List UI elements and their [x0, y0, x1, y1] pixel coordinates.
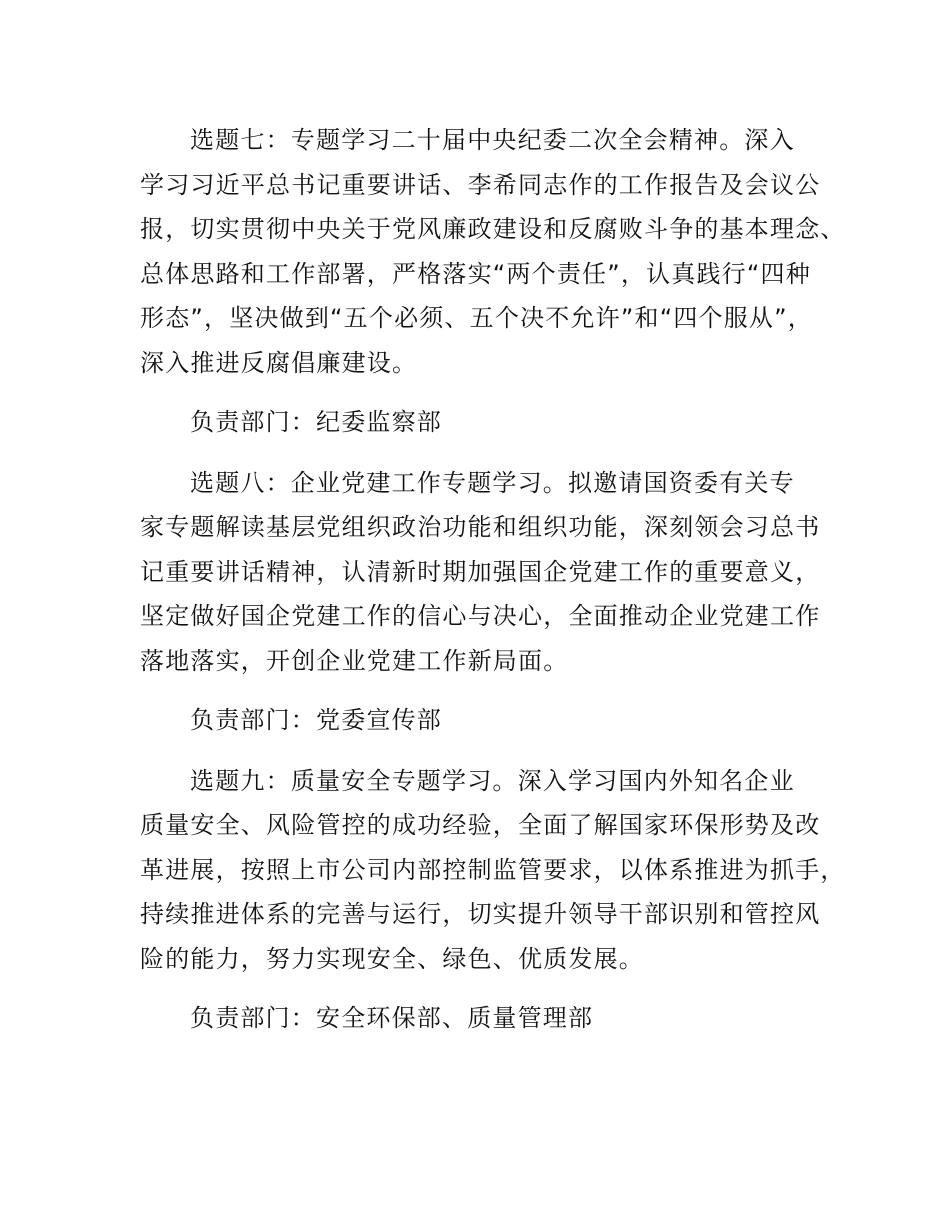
- text-line: 总体思路和工作部署，严格落实“两个责任”，认真践行“四种: [140, 259, 811, 288]
- text-line: 坚定做好国企党建工作的信心与决心，全面推动企业党建工作: [140, 602, 821, 630]
- text-line: 持续推进体系的完善与运行，切实提升领导干部识别和管控风: [140, 900, 821, 928]
- text-line: 质量安全、风险管控的成功经验，全面了解国家环保形势及改: [140, 811, 821, 839]
- topic-seven-department: 负责部门：纪委监察部: [190, 408, 442, 436]
- text-line: 报，切实贯彻中央关于党风廉政建设和反腐败斗争的基本理念、: [140, 215, 846, 243]
- text-line: 落地落实，开创企业党建工作新局面。: [140, 646, 569, 675]
- text-line: 险的能力，努力实现安全、绿色、优质发展。: [140, 944, 644, 973]
- text-line: 革进展，按照上市公司内部控制监管要求，以体系推进为抓手，: [140, 855, 846, 884]
- text-line: 深入推进反腐倡廉建设。: [140, 348, 418, 377]
- topic-seven-paragraph: [140, 118, 846, 385]
- text-line: 选题九：质量安全专题学习。深入学习国内外知名企业: [190, 766, 795, 795]
- text-line: 学习习近平总书记重要讲话、李希同志作的工作报告及会议公: [140, 170, 821, 199]
- topic-nine-paragraph: [140, 759, 846, 982]
- text-line: 选题八：企业党建工作专题学习。拟邀请国资委有关专: [190, 468, 795, 497]
- topic-eight-department: 负责部门：党委宣传部: [190, 706, 442, 734]
- text-line: 形态”，坚决做到“五个必须、五个决不允许”和“四个服从”，: [140, 304, 813, 332]
- topic-nine-department: 负责部门：安全环保部、质量管理部: [190, 1004, 594, 1032]
- text-line: 家专题解读基层党组织政治功能和组织功能，深刻领会习总书: [140, 513, 821, 541]
- topic-eight-paragraph: [140, 461, 830, 684]
- text-line: 记重要讲话精神，认清新时期加强国企党建工作的重要意义，: [140, 557, 821, 586]
- text-line: 选题七：专题学习二十届中央纪委二次全会精神。深入: [190, 126, 795, 154]
- document-page: [140, 118, 846, 1057]
